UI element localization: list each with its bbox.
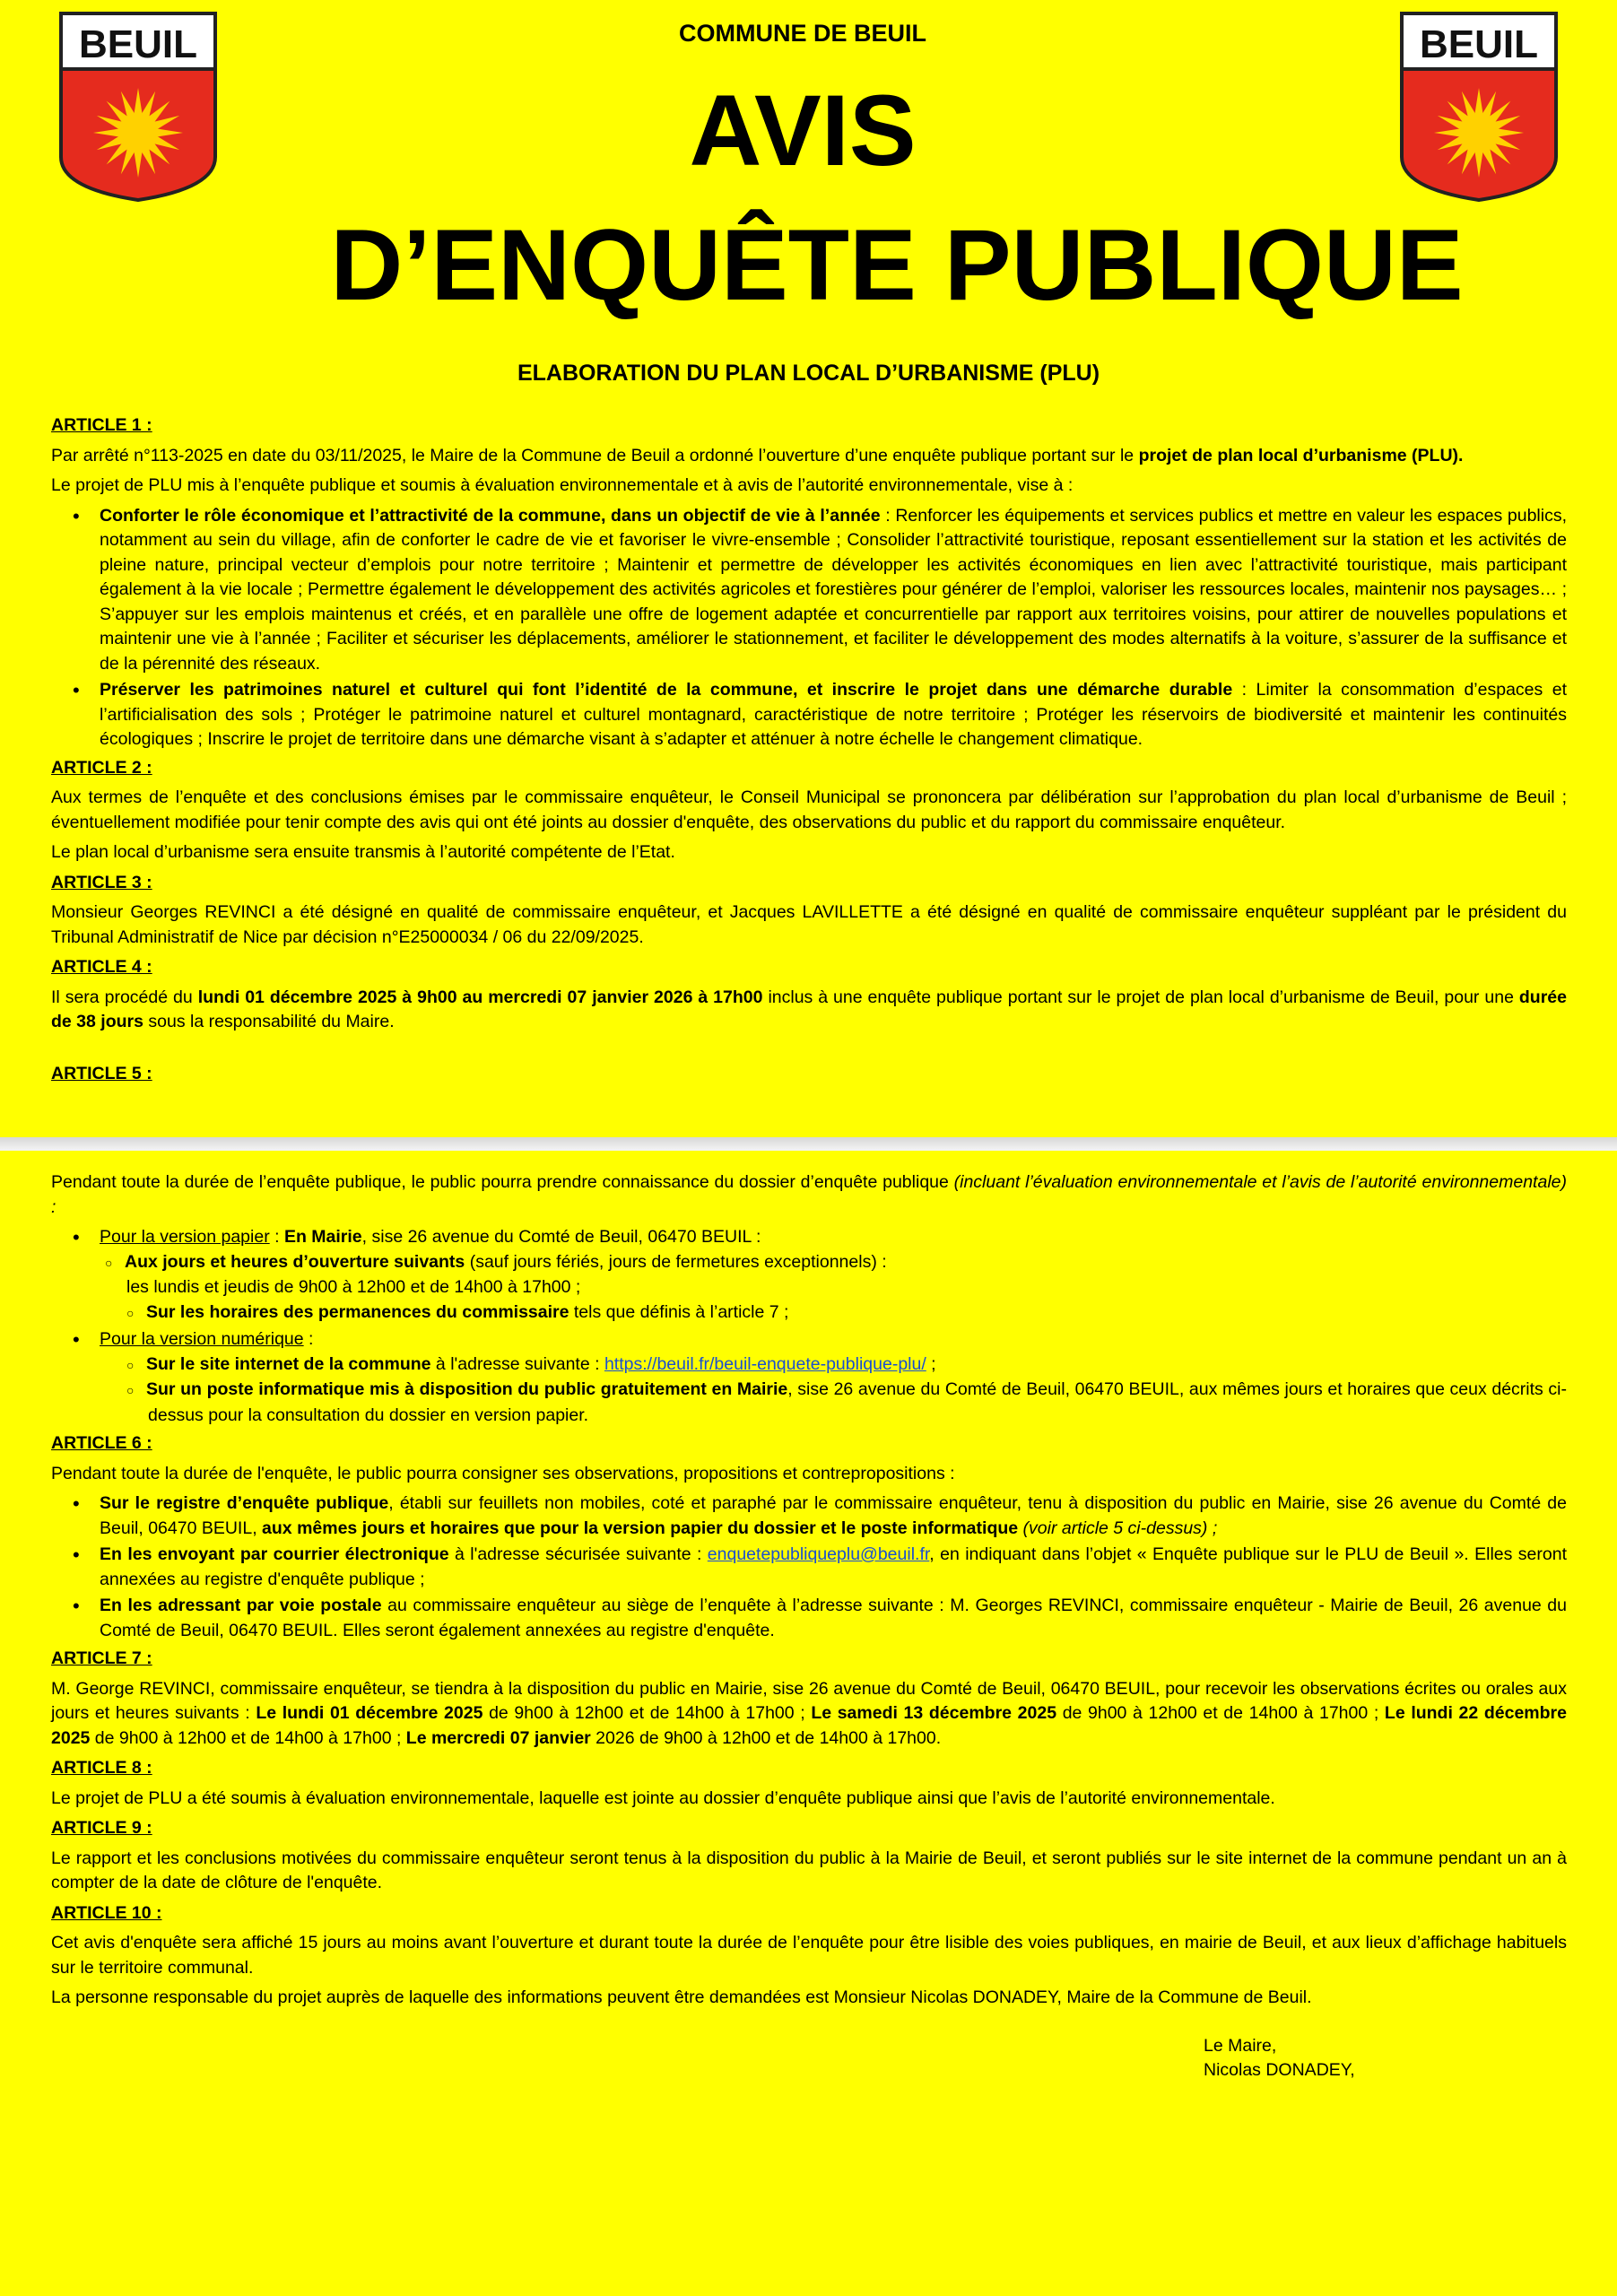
article-7-label: ARTICLE 7 : [51,1648,152,1668]
article-10-paragraph-2: La personne responsable du projet auprès de laquelle des informations peuvent être demandées est Monsieur Nicolas DONADEY, Maire de la Commune de Beuil. [51,1987,1312,2007]
article-4-paragraph-1: Il sera procédé du lundi 01 décembre 2025 à 9h00 au mercredi 07 janvier 2026 à 17h00 inclus à une enquête publique portant sur le projet de plan local d’urbanisme de Beuil, pour une durée de 38 jours sous la responsabilité du Maire. [51,987,1567,1031]
circle-bullet-icon: ○ [126,1383,135,1397]
article-8-paragraph: Le projet de PLU a été soumis à évaluation environnementale, laquelle est jointe au dossier d’enquête publique ainsi que l’avis de l’autorité environnementale. [51,1787,1275,1808]
article-5-label: ARTICLE 5 : [51,1063,152,1083]
crest-text: BEUIL [1420,22,1538,66]
signature-line-2: Nicolas DONADEY, [1204,2060,1355,2080]
signature-block [1204,2034,1355,2083]
article-1-list [51,504,1567,752]
circle-bullet-icon: ○ [126,1305,135,1320]
list-item: • Conforter le rôle économique et l’attractivité de la commune, dans un objectif de vie à l’année : Renforcer les équipements et services publics et mettre en valeur les espaces publics, notamment au sein du village, afin de conforter le cadre de vie et favoriser le vivre-ensemble ; Consolider l’attractivité touristique, reposant essentiellement sur la station et les activités de pleine nature, principal vecteur d’emplois pour notre territoire ; Maintenir et permettre de développer les activités économiques en lien avec l’attractivité touristique, mais participant également à la vie locale ; Permettre également le développement des activités agricoles et forestières pour générer de l’emploi, valoriser les ressources locales, maintenir nos paysages… ; S’appuyer sur les emplois maintenus et créés, et en parallèle une offre de logement adaptée et concurrentielle par rapport aux territoires voisins, pour attirer de nouvelles populations et maintenir une vie à l’année ; Faciliter et sécuriser les déplacements, améliorer le stationnement, et faciliter le développement des modes alternatifs à la voiture, s’assurer de la suffisance et de la pérennité des réseaux. [100,504,1567,677]
article-9-paragraph: Le rapport et les conclusions motivées du commissaire enquêteur seront tenus à la disposition du public à la Mairie de Beuil, et seront publiés sur le site internet de la commune pendant un an à compter de la date de clôture de l'enquête. [51,1848,1567,1892]
email-link[interactable]: enquetepubliqueplu@beuil.fr [707,1544,930,1564]
article-1-paragraph-2: Le projet de PLU mis à l’enquête publique et soumis à évaluation environnementale et à avis de l’autorité environnementale, vise à : [51,475,1074,495]
crest-text: BEUIL [79,22,197,66]
subtitle: ELABORATION DU PLAN LOCAL D’URBANISME (PLU) [517,361,1100,386]
article-1-label: ARTICLE 1 : [51,415,152,435]
circle-bullet-icon: ○ [126,1357,135,1372]
sub-list-item: ○ Sur le site internet de la commune à l'adresse suivante : https://beuil.fr/beuil-enquete-publique-plu/ ; [100,1352,1567,1378]
title-line-2: D’ENQUÊTE PUBLIQUE [330,209,1464,321]
article-2-paragraph-2: Le plan local d’urbanisme sera ensuite transmis à l’autorité compétente de l’Etat. [51,842,675,862]
notice-page-2 [0,1151,1617,2296]
website-link[interactable]: https://beuil.fr/beuil-enquete-publique-plu/ [604,1353,926,1374]
list-item: • En les adressant par voie postale au commissaire enquêteur au siège de l’enquête à l’adresse suivante : M. Georges REVINCI, commissaire enquêteur - Mairie de Beuil, 26 avenue du Comté de Beuil, 06470 BEUIL. Elles seront également annexées au registre d'enquête. [100,1594,1567,1643]
list-item: • En les envoyant par courrier électronique à l'adresse sécurisée suivante : enquetepubliqueplu@beuil.fr, en indiquant dans l’objet « Enquête publique sur le PLU de Beuil ». Elles seront annexées au registre d'enquête publique ; [100,1543,1567,1592]
article-5-list [51,1225,1567,1428]
article-6-label: ARTICLE 6 : [51,1433,152,1453]
article-9-label: ARTICLE 9 : [51,1818,152,1838]
article-2-paragraph-1: Aux termes de l’enquête et des conclusions émises par le commissaire enquêteur, le Conseil Municipal se prononcera par délibération sur l’approbation du plan local d’urbanisme de Beuil ; éventuellement modifiée pour tenir compte des avis qui ont été joints au dossier d'enquête, des observations du public et du rapport du commissaire enquêteur. [51,787,1567,832]
signature-line-1: Le Maire, [1204,2036,1277,2056]
title-line-1: AVIS [689,74,917,187]
article-3-paragraph-1: Monsieur Georges REVINCI a été désigné en qualité de commissaire enquêteur, et Jacques LAVILLETTE a été désigné en qualité de commissaire enquêteur suppléant par le président du Tribunal Administratif de Nice par décision n°E25000034 / 06 du 22/09/2025. [51,902,1567,947]
sub-list-item: ○ Sur un poste informatique mis à disposition du public gratuitement en Mairie, sise 26 avenue du Comté de Beuil, 06470 BEUIL, aux mêmes jours et horaires que ceux décrits ci-dessus pour la consultation du dossier en version papier. [126,1379,1567,1425]
list-item: • Préserver les patrimoines naturel et culturel qui font l’identité de la commune, et inscrire le projet dans une démarche durable : Limiter la consommation d’espaces et l’artificialisation des sols ; Protéger le patrimoine naturel et culturel montagnard, caractéristique de notre territoire ; Protéger les réservoirs de biodiversité et maintenir les continuités écologiques ; Inscrire le projet de territoire dans une démarche visant à s’adapter et atténuer à notre échelle le changement climatique. [100,678,1567,752]
sub-list-item: ○ Aux jours et heures d’ouverture suivants (sauf jours fériés, jours de fermetures exceptionnels) : les lundis et jeudis de 9h00 à 12h00 et de 14h00 à 17h00 ; [105,1251,887,1297]
article-5-intro: Pendant toute la durée de l’enquête publique, le public pourra prendre connaissance du dossier d’enquête publique (incluant l’évaluation environnementale et l’avis de l’autorité environnementale) : [51,1172,1567,1217]
page-divider [0,1137,1617,1151]
commune-heading: COMMUNE DE BEUIL [679,20,926,47]
article-1-paragraph-1: Par arrêté n°113-2025 en date du 03/11/2025, le Maire de la Commune de Beuil a ordonné l’ouverture d’une enquête publique portant sur le projet de plan local d’urbanisme (PLU). [51,445,1464,465]
list-item: • Pour la version numérique : ○ Sur le site internet de la commune à l'adresse suivante : https://beuil.fr/beuil-enquete-publique-plu/ ; ○ Sur un poste informatique mis à disposition du public gratuitement en Mairie, sise 26 avenue du Comté de Beuil, 06470 BEUIL, aux mêmes jours et horaires que ceux décrits ci-dessus pour la consultation du dossier en version papier. [100,1327,1567,1428]
list-item: • Pour la version papier : En Mairie, sise 26 avenue du Comté de Beuil, 06470 BEUIL : ○ Aux jours et heures d’ouverture suivants (sauf jours fériés, jours de fermetures exceptionnels) : les lundis et jeudis de 9h00 à 12h00 et de 14h00 à 17h00 ; ○ Sur les horaires des permanences du commissaire tels que définis à l’article 7 ; [100,1225,1567,1326]
list-item: • Sur le registre d’enquête publique, établi sur feuillets non mobiles, coté et paraphé par le commissaire enquêteur, tenu à disposition du public en Mairie, sise 26 avenue du Comté de Beuil, 06470 BEUIL, aux mêmes jours et horaires que pour la version papier du dossier et le poste informatique (voir article 5 ci-dessus) ; [100,1492,1567,1541]
notice-page-1 [0,0,1617,1137]
article-6-intro: Pendant toute la durée de l'enquête, le public pourra consigner ses observations, propositions et contrepropositions : [51,1463,955,1483]
sub-list-item: ○ Sur les horaires des permanences du commissaire tels que définis à l’article 7 ; [100,1300,1567,1326]
article-6-list [51,1492,1567,1643]
notice-body-1 [51,410,1567,1091]
article-4-label: ARTICLE 4 : [51,957,152,977]
article-10-paragraph-1: Cet avis d'enquête sera affiché 15 jours au moins avant l’ouverture et durant toute la durée de l’enquête pour être lisible des voies publiques, en mairie de Beuil, et aux lieux d’affichage habituels sur le territoire communal. [51,1933,1567,1978]
circle-bullet-icon: ○ [105,1255,113,1270]
article-8-label: ARTICLE 8 : [51,1758,152,1778]
article-3-label: ARTICLE 3 : [51,872,152,892]
article-10-label: ARTICLE 10 : [51,1902,162,1923]
article-2-label: ARTICLE 2 : [51,757,152,778]
notice-body-2 [51,1170,1567,2016]
article-7-paragraph: M. George REVINCI, commissaire enquêteur, se tiendra à la disposition du public en Mairie, sise 26 avenue du Comté de Beuil, 06470 BEUIL, pour recevoir les observations écrites ou orales aux jours et heures suivants : Le lundi 01 décembre 2025 de 9h00 à 12h00 et de 14h00 à 17h00 ; Le samedi 13 décembre 2025 de 9h00 à 12h00 et de 14h00 à 17h00 ; Le lundi 22 décembre 2025 de 9h00 à 12h00 et de 14h00 à 17h00 ; Le mercredi 07 janvier 2026 de 9h00 à 12h00 et de 14h00 à 17h00. [51,1678,1567,1748]
